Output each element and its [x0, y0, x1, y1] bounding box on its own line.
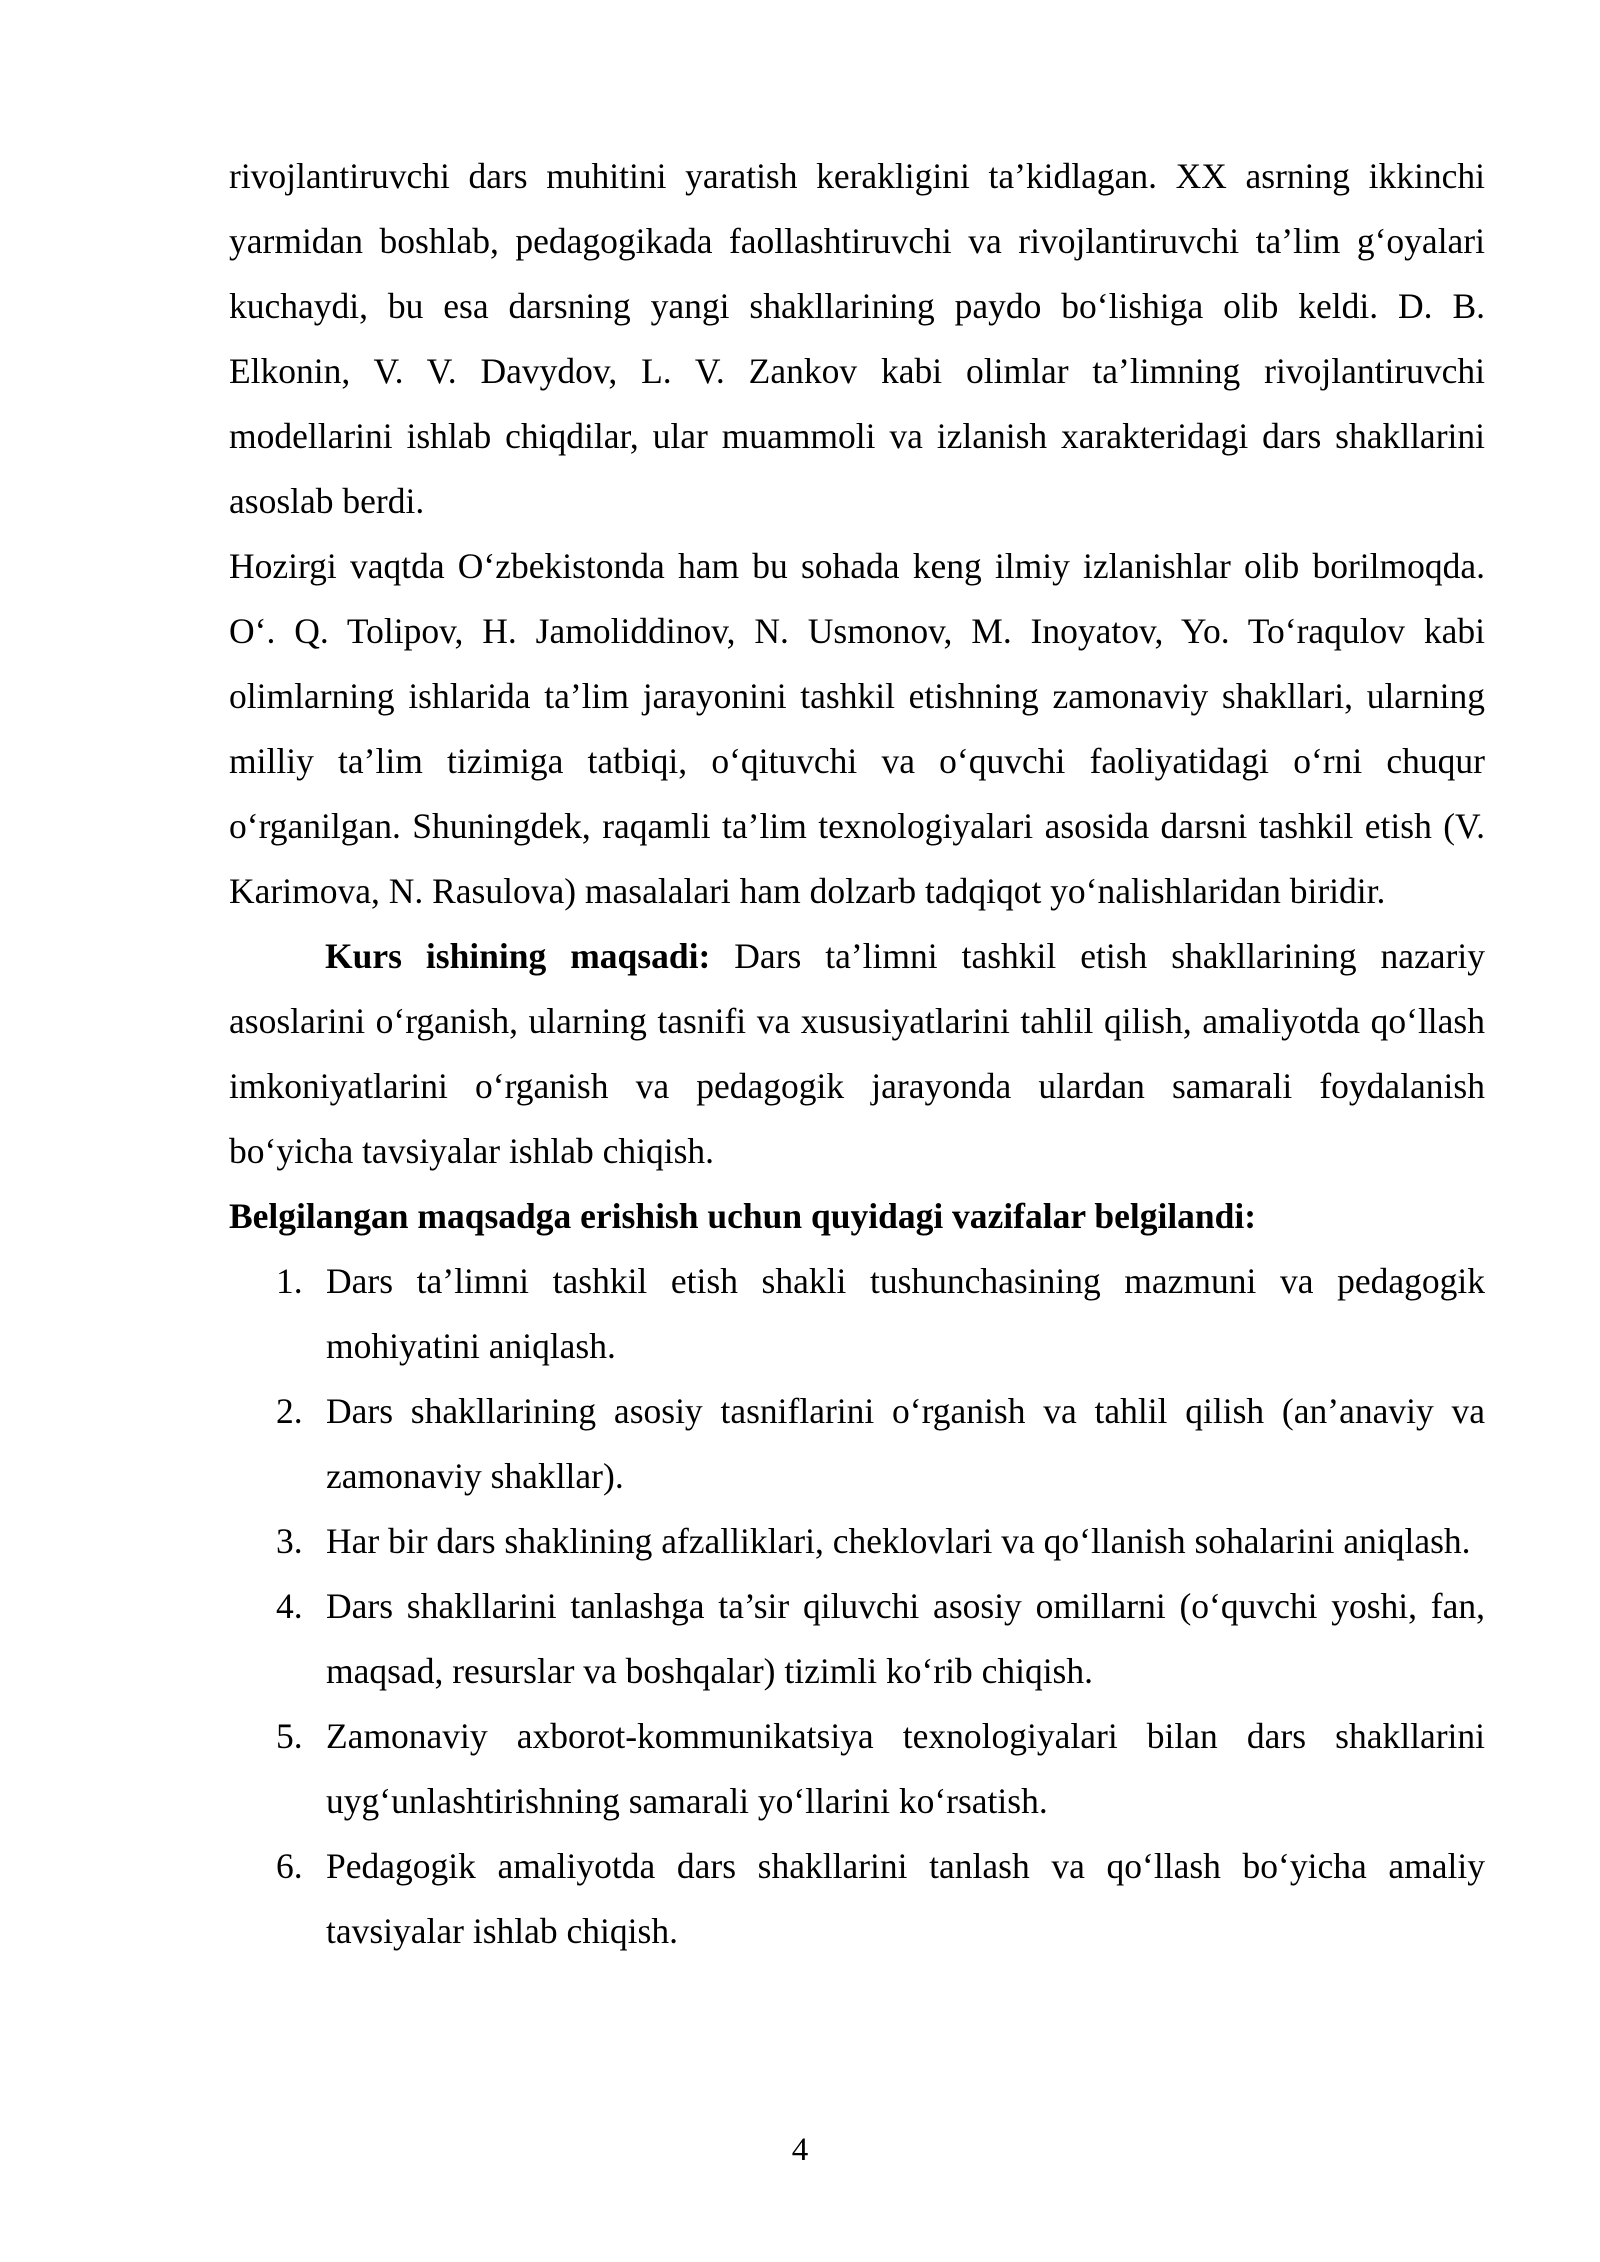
task-text: Dars shakllarini tanlashga ta’sir qiluvchi asosiy omillarni (o‘quvchi yoshi, fan, maqsad, resurslar va boshqalar) tizimli ko‘rib chiqish.	[326, 1586, 1485, 1691]
goal-text: Dars ta’limni tashkil etish shakllarining nazariy asoslarini o‘rganish, ularning tasnifi va xususiyatlarini tahlil qilish, amaliyotda qo‘llash imkoniyatlarini o‘rganish va pedagogik jarayonda ulardan samarali foydalanish bo‘yicha tavsiyalar ishlab chiqish.	[229, 936, 1485, 1171]
task-item	[229, 1704, 1485, 1834]
task-number: 6.	[276, 1846, 303, 1886]
task-number: 1.	[276, 1261, 303, 1301]
document-page	[229, 144, 1485, 1964]
paragraph-course-goal	[229, 924, 1485, 1184]
task-text: Har bir dars shaklining afzalliklari, cheklovlari va qo‘llanish sohalarini aniqlash.	[326, 1521, 1471, 1561]
task-number: 4.	[276, 1586, 303, 1626]
tasks-list	[229, 1249, 1485, 1964]
task-number: 3.	[276, 1521, 303, 1561]
task-item	[229, 1379, 1485, 1509]
task-number: 2.	[276, 1391, 303, 1431]
paragraph-intro: rivojlantiruvchi dars muhitini yaratish kerakligini ta’kidlagan. XX asrning ikkinchi yarmidan boshlab, pedagogikada faollashtiruvchi va rivojlantiruvchi ta’lim g‘oyalari kuchaydi, bu esa darsning yangi shakllarining paydo bo‘lishiga olib keldi. D. B. Elkonin, V. V. Davydov, L. V. Zankov kabi olimlar ta’limning rivojlantiruvchi modellarini ishlab chiqdilar, ular muammoli va izlanish xarakteridagi dars shakllarini asoslab berdi.	[229, 156, 1485, 521]
goal-label: Kurs ishining maqsadi:	[325, 936, 711, 976]
task-text: Dars shakllarining asosiy tasniflarini o‘rganish va tahlil qilish (an’anaviy va zamonaviy shakllar).	[326, 1391, 1485, 1496]
task-text: Pedagogik amaliyotda dars shakllarini tanlash va qo‘llash bo‘yicha amaliy tavsiyalar ishlab chiqish.	[326, 1846, 1485, 1951]
task-item	[229, 1509, 1485, 1574]
paragraph-uzbekistan-research: Hozirgi vaqtda O‘zbekistonda ham bu sohada keng ilmiy izlanishlar olib borilmoqda. O‘. Q. Tolipov, H. Jamoliddinov, N. Usmonov, M. Inoyatov, Yo. To‘raqulov kabi olimlarning ishlarida ta’lim jarayonini tashkil etishning zamonaviy shakllari, ularning milliy ta’lim tizimiga tatbiqi, o‘qituvchi va o‘quvchi faoliyatidagi o‘rni chuqur o‘rganilgan. Shuningdek, raqamli ta’lim texnologiyalari asosida darsni tashkil etish (V. Karimova, N. Rasulova) masalalari ham dolzarb tadqiqot yo‘nalishlaridan biridir.	[229, 546, 1485, 911]
task-text: Dars ta’limni tashkil etish shakli tushunchasining mazmuni va pedagogik mohiyatini aniqlash.	[326, 1261, 1485, 1366]
task-item	[229, 1834, 1485, 1964]
task-text: Zamonaviy axborot-kommunikatsiya texnologiyalari bilan dars shakllarini uyg‘unlashtirishning samarali yo‘llarini ko‘rsatish.	[326, 1716, 1485, 1821]
page-number: 4	[791, 2132, 809, 2168]
tasks-heading: Belgilangan maqsadga erishish uchun quyidagi vazifalar belgilandi:	[229, 1196, 1257, 1236]
task-item	[229, 1249, 1485, 1379]
task-number: 5.	[276, 1716, 303, 1756]
task-item	[229, 1574, 1485, 1704]
